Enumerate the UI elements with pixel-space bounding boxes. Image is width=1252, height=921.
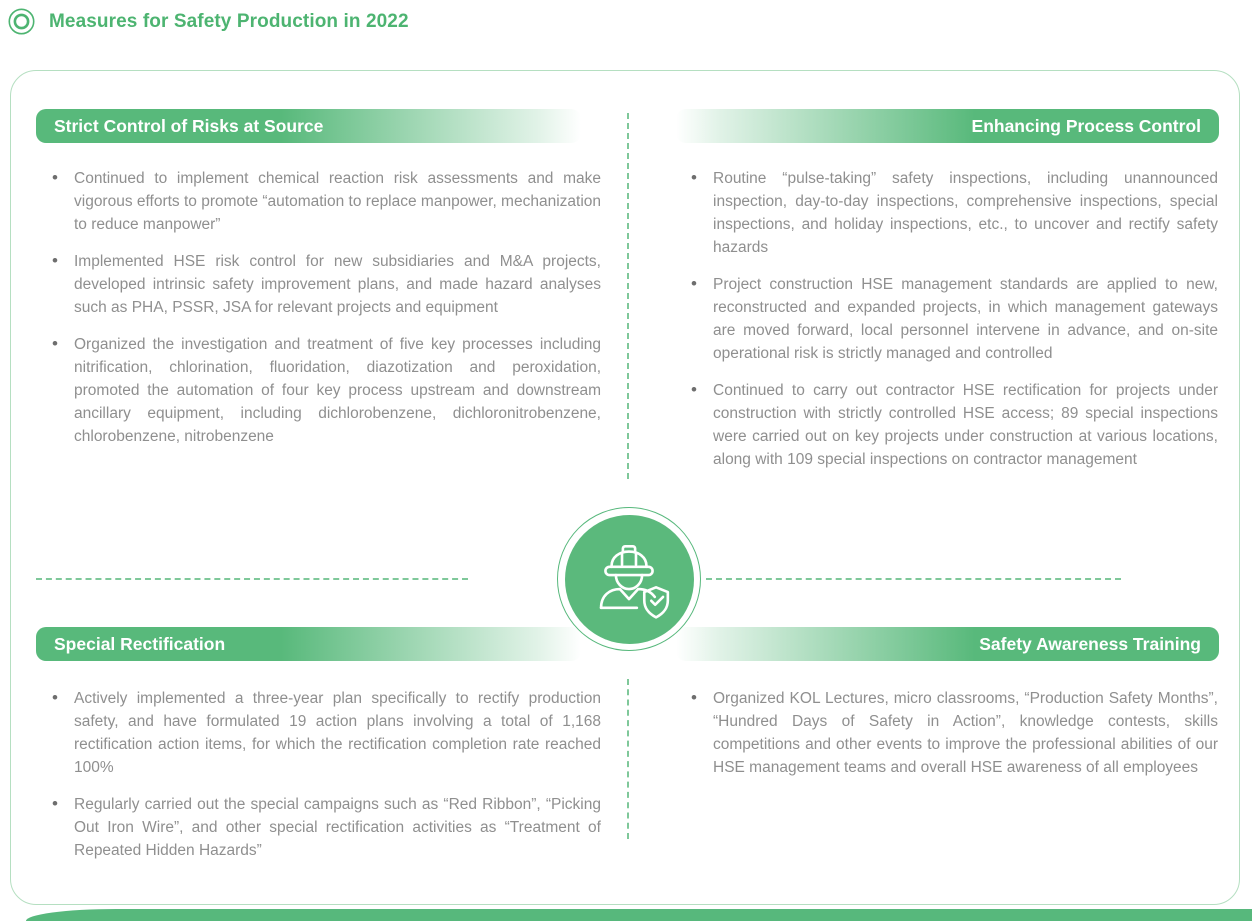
divider-vertical-top [627,113,629,479]
bullet-item: • Implemented HSE risk control for new subsidiaries and M&A projects, developed intrinsic safety improvement plans, and made hazard analyses such as PHA, PSSR, JSA for relevant projects and equipment [49,250,601,319]
bullet-item: • Organized the investigation and treatment of five key processes including nitrification, chlorination, fluoridation, diazotization and peroxidation, promoted the automation of four key process upstream and downstream ancillary equipment, including dichlorobenzene, dichloronitrobenzene, chlorobenzene, nitrobenzene [49,333,601,448]
center-badge [557,507,701,651]
center-badge-circle [565,515,694,644]
bullseye-icon [8,8,35,35]
bullet-item: • Regularly carried out the special campaigns such as “Red Ribbon”, “Picking Out Iron Wire”, and other special rectification activities as “Treatment of Repeated Hidden Hazards” [49,793,601,862]
worker-safety-icon [581,535,677,623]
panel-title: Enhancing Process Control [971,116,1201,136]
bullet-item: • Organized KOL Lectures, micro classrooms, “Production Safety Months”, “Hundred Days of Safety in Action”, knowledge contests, skills competitions and other events to improve the professional abilities of our HSE management teams and overall HSE awareness of all employees [688,687,1218,779]
divider-horizontal-right [706,578,1121,580]
bullet-list-special-rectification [49,687,601,876]
bullet-item: • Routine “pulse-taking” safety inspections, including unannounced inspection, day-to-day inspections, comprehensive inspections, special inspections, and holiday inspections, etc., to uncover and rectify safety hazards [688,167,1218,259]
divider-horizontal-left [36,578,468,580]
page-heading [8,8,409,35]
content-card [10,70,1240,905]
bullet-list-process-control [688,167,1218,485]
panel-title: Special Rectification [54,634,226,654]
panel-title: Safety Awareness Training [979,634,1201,654]
divider-vertical-bottom [627,679,629,839]
bullet-list-risks-at-source [49,167,601,462]
bullet-item: • Actively implemented a three-year plan specifically to rectify production safety, and have formulated 19 action plans involving a total of 1,168 rectification action items, for which the rectification completion rate reached 100% [49,687,601,779]
panel-header-special-rectification [36,627,581,661]
bullet-item: • Continued to implement chemical reaction risk assessments and make vigorous efforts to promote “automation to replace manpower, mechanization to reduce manpower” [49,167,601,236]
panel-header-risks-at-source [36,109,581,143]
bullet-item: • Continued to carry out contractor HSE rectification for projects under construction with strictly controlled HSE access; 89 special inspections were carried out on key projects under construction at various locations, along with 109 special inspections on contractor management [688,379,1218,471]
panel-title: Strict Control of Risks at Source [54,116,324,136]
bullet-item: • Project construction HSE management standards are applied to new, reconstructed and expanded projects, in which management gateways are moved forward, local personnel intervene in advance, and on-site operational risk is strictly managed and controlled [688,273,1218,365]
panel-header-process-control [676,109,1219,143]
panel-header-safety-awareness-training [676,627,1219,661]
bullet-list-safety-awareness-training [688,687,1218,793]
footer-band [26,909,1252,921]
page-title: Measures for Safety Production in 2022 [49,10,409,32]
